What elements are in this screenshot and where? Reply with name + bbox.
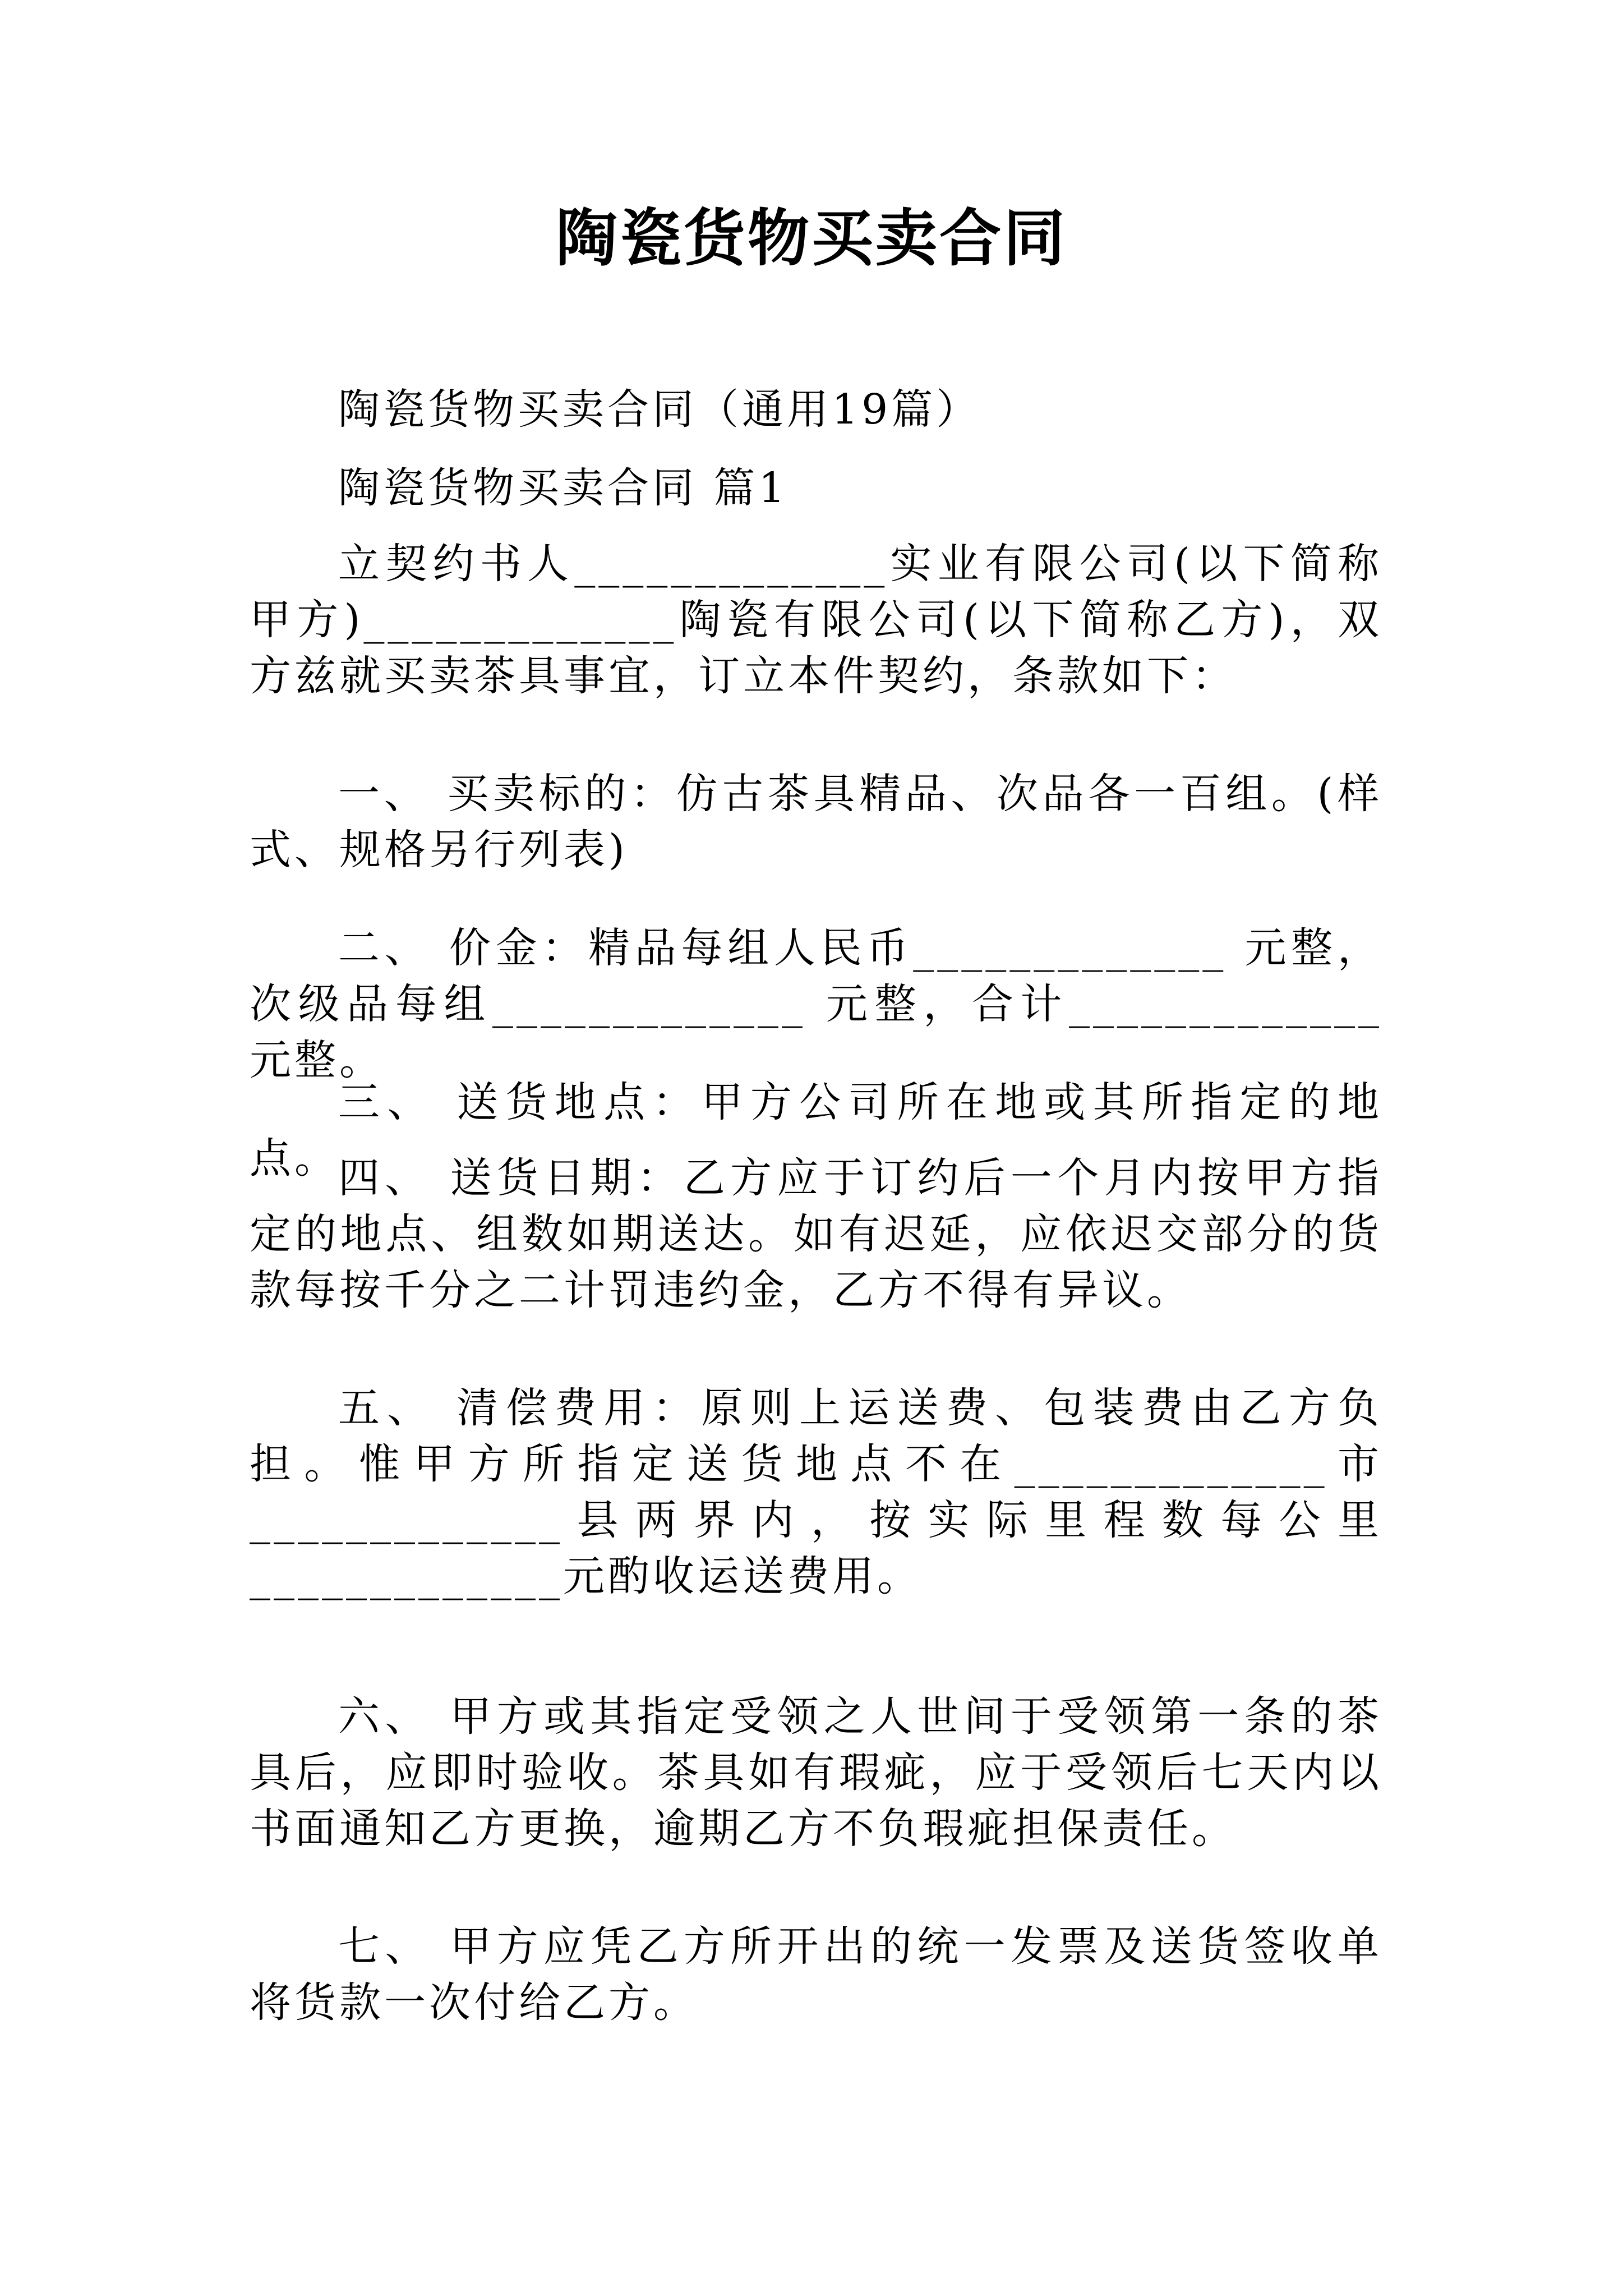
clause-3-delivery-place: 三、 送货地点：甲方公司所在地或其所指定的地点。: [250, 1078, 1382, 1182]
clause-7-payment: 七、 甲方应凭乙方所开出的统一发票及送货签收单将货款一次付给乙方。: [250, 1922, 1382, 2027]
document-title: 陶瓷货物买卖合同: [556, 202, 1067, 274]
clause-6-inspection: 六、 甲方或其指定受领之人世间于受领第一条的茶具后，应即时验收。茶具如有瑕疵，应于受领后七天内以书面通知乙方更换，逾期乙方不负瑕疵担保责任。: [250, 1692, 1382, 1853]
section-heading: 陶瓷货物买卖合同 篇1: [338, 464, 789, 512]
clause-4-delivery-date: 四、 送货日期：乙方应于订约后一个月内按甲方指定的地点、组数如期送达。如有迟延，应依迟交部分的货款每按千分之二计罚违约金，乙方不得有异议。: [250, 1154, 1382, 1314]
clause-1-subject: 一、 买卖标的：仿古茶具精品、次品各一百组。(样式、规格另行列表): [250, 770, 1382, 874]
paragraph-parties: 立契约书人_____________实业有限公司(以下简称甲方)_____________陶瓷有限公司(以下简称乙方)，双方兹就买卖茶具事宜，订立本件契约，条款如下：: [250, 540, 1382, 700]
clause-5-expenses: 五、 清偿费用：原则上运送费、包装费由乙方负担。惟甲方所指定送货地点不在_____________市_____________县两界内，按实际里程数每公里_____________元酌收运送费用。: [250, 1384, 1382, 1600]
clause-2-price: 二、 价金：精品每组人民币_____________ 元整，次级品每组_____________ 元整，合计_____________ 元整。: [250, 924, 1382, 1084]
document-subtitle: 陶瓷货物买卖合同（通用19篇）: [338, 385, 981, 434]
